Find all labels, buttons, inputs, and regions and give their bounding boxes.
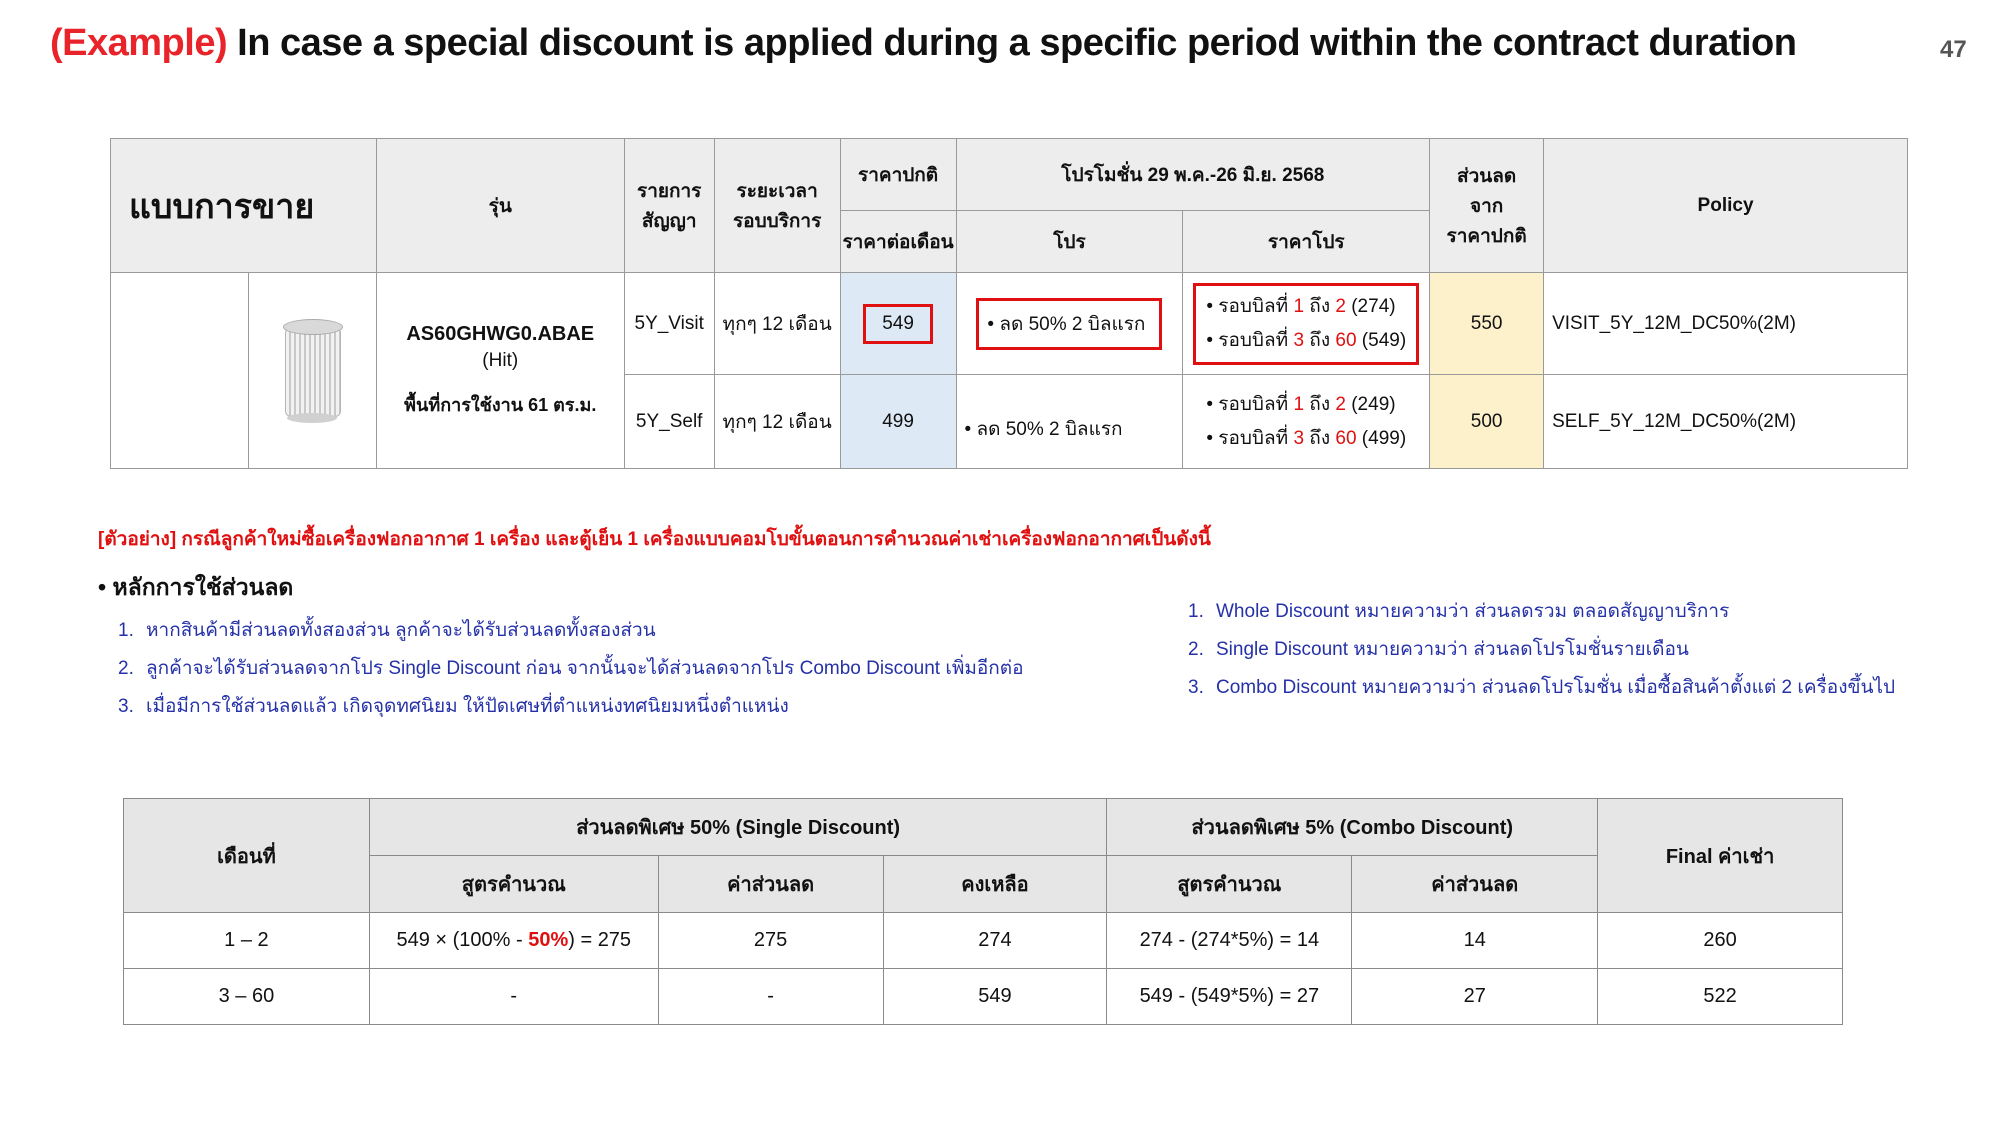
- title-accent: (Example): [50, 22, 228, 64]
- price-cell: 499: [840, 375, 956, 469]
- header-promo: โปร: [956, 211, 1183, 273]
- single-formula-cell: 549 × (100% - 50%) = 275: [369, 913, 658, 969]
- final-rent-cell: 260: [1598, 913, 1843, 969]
- header-normal-price: ราคาปกติ: [840, 139, 956, 211]
- header-combo-discount: ส่วนลดพิเศษ 5% (Combo Discount): [1107, 799, 1598, 856]
- header-combo-formula: สูตรคำนวณ: [1107, 856, 1352, 913]
- header-final-rent: Final ค่าเช่า: [1598, 799, 1843, 913]
- combo-value-cell: 27: [1352, 969, 1598, 1025]
- list-item: 3. เมื่อมีการใช้ส่วนลดแล้ว เกิดจุดทศนิยม ให้ปัดเศษที่ตำแหน่งทศนิยมหนึ่งตำแหน่ง: [118, 696, 789, 717]
- header-sales-type: แบบการขาย: [111, 139, 377, 273]
- promo-cell: [956, 273, 1183, 375]
- air-purifier-icon: [283, 319, 341, 423]
- list-item: 1. Whole Discount หมายความว่า ส่วนลดรวม ตลอดสัญญาบริการ: [1188, 601, 1730, 622]
- header-model: รุ่น: [376, 139, 624, 273]
- combo-value-cell: 14: [1352, 913, 1598, 969]
- single-formula-cell: -: [369, 969, 658, 1025]
- header-discount-from-normal: ส่วนลด จาก ราคาปกติ: [1430, 139, 1544, 273]
- principle-heading: • หลักการใช้ส่วนลด: [98, 574, 294, 600]
- promo-price-lines: [1206, 388, 1406, 456]
- title-text: In case a special discount is applied during a specific period within the contract duration: [227, 22, 1797, 64]
- header-policy: Policy: [1544, 139, 1908, 273]
- header-contract: รายการ สัญญา: [624, 139, 714, 273]
- header-remaining: คงเหลือ: [883, 856, 1107, 913]
- promo-line: • รอบบิลที่ 3 ถึง 60 (499): [1206, 427, 1407, 449]
- header-month: เดือนที่: [124, 799, 370, 913]
- calculation-table: [123, 798, 1843, 1025]
- promo-line: • รอบบิลที่ 1 ถึง 2 (249): [1206, 393, 1396, 415]
- header-promotion: โปรโมชั่น 29 พ.ค.-26 มิ.ย. 2568: [956, 139, 1430, 211]
- example-note: [ตัวอย่าง] กรณีลูกค้าใหม่ซื้อเครื่องฟอกอากาศ 1 เครื่อง และตู้เย็น 1 เครื่องแบบคอมโบขั้นตอนการคำนวณค่าเช่าเครื่องฟอกอากาศเป็นดังนี้: [98, 529, 1211, 550]
- product-model-cell: [376, 273, 624, 469]
- promo-line: • รอบบิลที่ 1 ถึง 2 (274): [1206, 295, 1396, 317]
- header-promo-price: ราคาโปร: [1183, 211, 1430, 273]
- table-row: [111, 273, 1908, 375]
- contract-cell: 5Y_Visit: [624, 273, 714, 375]
- page-number: 47: [1940, 36, 1967, 63]
- policy-cell: SELF_5Y_12M_DC50%(2M): [1544, 375, 1908, 469]
- header-single-value: ค่าส่วนลด: [658, 856, 883, 913]
- usage-area: พื้นที่การใช้งาน 61 ตร.ม.: [404, 394, 597, 415]
- highlighted-promo: • ลด 50% 2 บิลแรก: [976, 298, 1162, 350]
- product-image-cell: [248, 273, 376, 469]
- page-title: [50, 22, 1796, 65]
- promo-cell: • ลด 50% 2 บิลแรก: [956, 375, 1183, 469]
- promo-price-cell: [1183, 273, 1430, 375]
- combo-formula-cell: 549 - (549*5%) = 27: [1107, 969, 1352, 1025]
- definition-list: [1188, 593, 1895, 707]
- table-row: [124, 969, 1843, 1025]
- month-cell: 3 – 60: [124, 969, 370, 1025]
- price-cell: [840, 273, 956, 375]
- highlighted-promo-price: [1193, 283, 1419, 365]
- header-single-formula: สูตรคำนวณ: [369, 856, 658, 913]
- header-service-period: ระยะเวลา รอบบริการ: [714, 139, 840, 273]
- final-rent-cell: 522: [1598, 969, 1843, 1025]
- combo-formula-cell: 274 - (274*5%) = 14: [1107, 913, 1352, 969]
- discount-cell: 550: [1430, 273, 1544, 375]
- product-pricing-table: [110, 138, 1908, 469]
- sales-type-cell: [111, 273, 249, 469]
- single-value-cell: 275: [658, 913, 883, 969]
- model-nickname: (Hit): [482, 349, 519, 371]
- principle-list: [118, 612, 1024, 726]
- list-item: 3. Combo Discount หมายความว่า ส่วนลดโปรโมชั่น เมื่อซื้อสินค้าตั้งแต่ 2 เครื่องขึ้นไป: [1188, 677, 1896, 698]
- promo-price-cell: [1183, 375, 1430, 469]
- list-item: 2. Single Discount หมายความว่า ส่วนลดโปรโมชั่นรายเดือน: [1188, 639, 1689, 660]
- discount-cell: 500: [1430, 375, 1544, 469]
- month-cell: 1 – 2: [124, 913, 370, 969]
- list-item: 2. ลูกค้าจะได้รับส่วนลดจากโปร Single Discount ก่อน จากนั้นจะได้ส่วนลดจากโปร Combo Discount เพิ่มอีกต่อ: [118, 658, 1024, 679]
- service-cell: ทุกๆ 12 เดือน: [714, 375, 840, 469]
- service-cell: ทุกๆ 12 เดือน: [714, 273, 840, 375]
- contract-cell: 5Y_Self: [624, 375, 714, 469]
- policy-cell: VISIT_5Y_12M_DC50%(2M): [1544, 273, 1908, 375]
- single-value-cell: -: [658, 969, 883, 1025]
- header-single-discount: ส่วนลดพิเศษ 50% (Single Discount): [369, 799, 1107, 856]
- header-per-month: ราคาต่อเดือน: [840, 211, 956, 273]
- remaining-cell: 549: [883, 969, 1107, 1025]
- promo-line: • รอบบิลที่ 3 ถึง 60 (549): [1206, 329, 1407, 351]
- remaining-cell: 274: [883, 913, 1107, 969]
- list-item: 1. หากสินค้ามีส่วนลดทั้งสองส่วน ลูกค้าจะได้รับส่วนลดทั้งสองส่วน: [118, 620, 656, 641]
- table-row: [124, 913, 1843, 969]
- highlighted-price: 549: [863, 304, 933, 344]
- model-code: AS60GHWG0.ABAE: [406, 322, 595, 345]
- header-combo-value: ค่าส่วนลด: [1352, 856, 1598, 913]
